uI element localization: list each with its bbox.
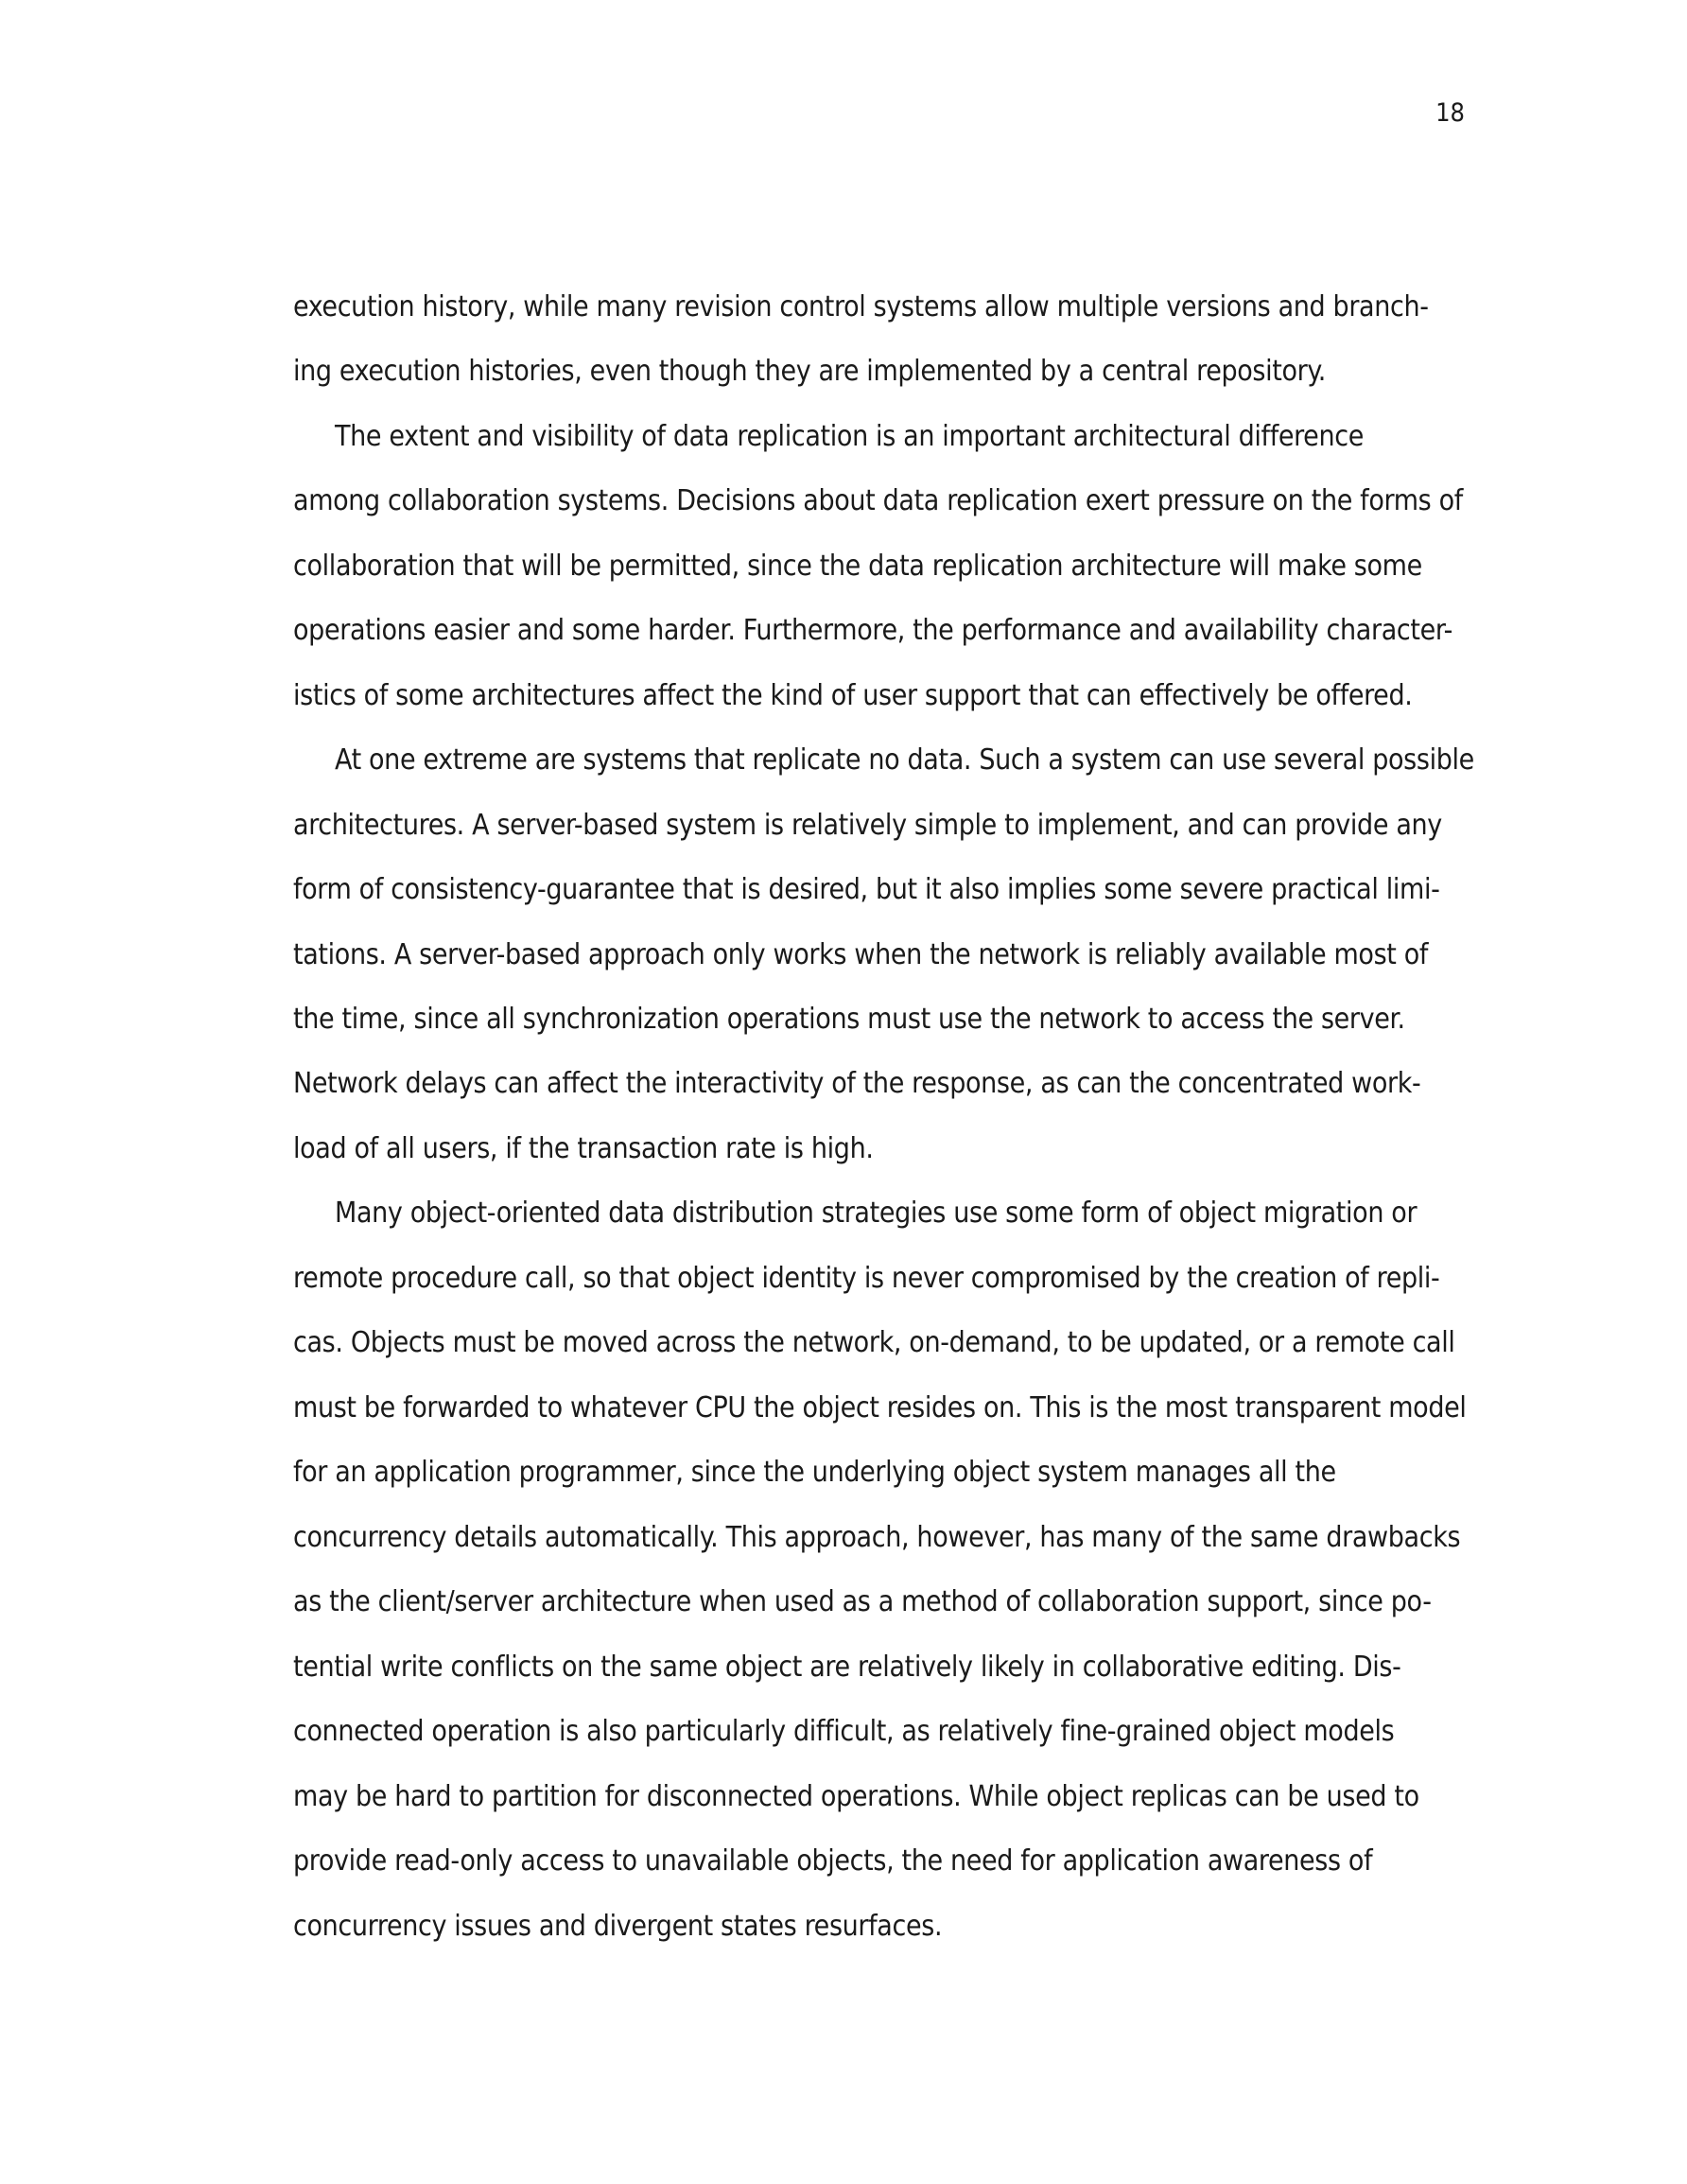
- text-line: collaboration that will be permitted, since the data replication architecture will make some: [293, 550, 1422, 583]
- text-line: provide read-only access to unavailable objects, the need for application awareness of: [293, 1844, 1373, 1878]
- text-line: must be forwarded to whatever CPU the object resides on. This is the most transparent model: [293, 1391, 1467, 1424]
- paragraph-start-line: The extent and visibility of data replication is an important architectural difference: [335, 420, 1364, 453]
- text-line: tential write conflicts on the same object are relatively likely in collaborative editing. Dis-: [293, 1651, 1401, 1684]
- text-line: concurrency details automatically. This approach, however, has many of the same drawbacks: [293, 1521, 1461, 1554]
- text-line: connected operation is also particularly difficult, as relatively fine-grained object models: [293, 1715, 1395, 1748]
- text-line: Network delays can affect the interactivity of the response, as can the concentrated work-: [293, 1067, 1421, 1100]
- text-line: as the client/server architecture when used as a method of collaboration support, since po-: [293, 1585, 1432, 1618]
- text-line: istics of some architectures affect the kind of user support that can effectively be offered.: [293, 679, 1413, 712]
- text-line: load of all users, if the transaction rate is high.: [293, 1132, 874, 1165]
- text-line: operations easier and some harder. Furthermore, the performance and availability character-: [293, 614, 1453, 647]
- text-line: among collaboration systems. Decisions about data replication exert pressure on the forms of: [293, 484, 1463, 517]
- text-line: cas. Objects must be moved across the network, on-demand, to be updated, or a remote call: [293, 1326, 1455, 1359]
- text-line: the time, since all synchronization operations must use the network to access the server.: [293, 1003, 1405, 1036]
- text-line: form of consistency-guarantee that is desired, but it also implies some severe practical limi-: [293, 873, 1440, 906]
- text-line: ing execution histories, even though they are implemented by a central repository.: [293, 355, 1326, 388]
- text-line: remote procedure call, so that object identity is never compromised by the creation of repli-: [293, 1262, 1440, 1295]
- paragraph-start-line: At one extreme are systems that replicate no data. Such a system can use several possible: [335, 743, 1474, 777]
- text-line: architectures. A server-based system is relatively simple to implement, and can provide any: [293, 809, 1442, 842]
- text-line: execution history, while many revision control systems allow multiple versions and branch-: [293, 290, 1429, 323]
- page-number: 18: [1435, 98, 1465, 128]
- text-line: tations. A server-based approach only works when the network is reliably available most of: [293, 938, 1429, 971]
- text-line: concurrency issues and divergent states resurfaces.: [293, 1910, 943, 1943]
- paragraph-start-line: Many object-oriented data distribution strategies use some form of object migration or: [335, 1197, 1417, 1230]
- text-line: may be hard to partition for disconnected operations. While object replicas can be used to: [293, 1780, 1419, 1813]
- text-line: for an application programmer, since the underlying object system manages all the: [293, 1456, 1336, 1489]
